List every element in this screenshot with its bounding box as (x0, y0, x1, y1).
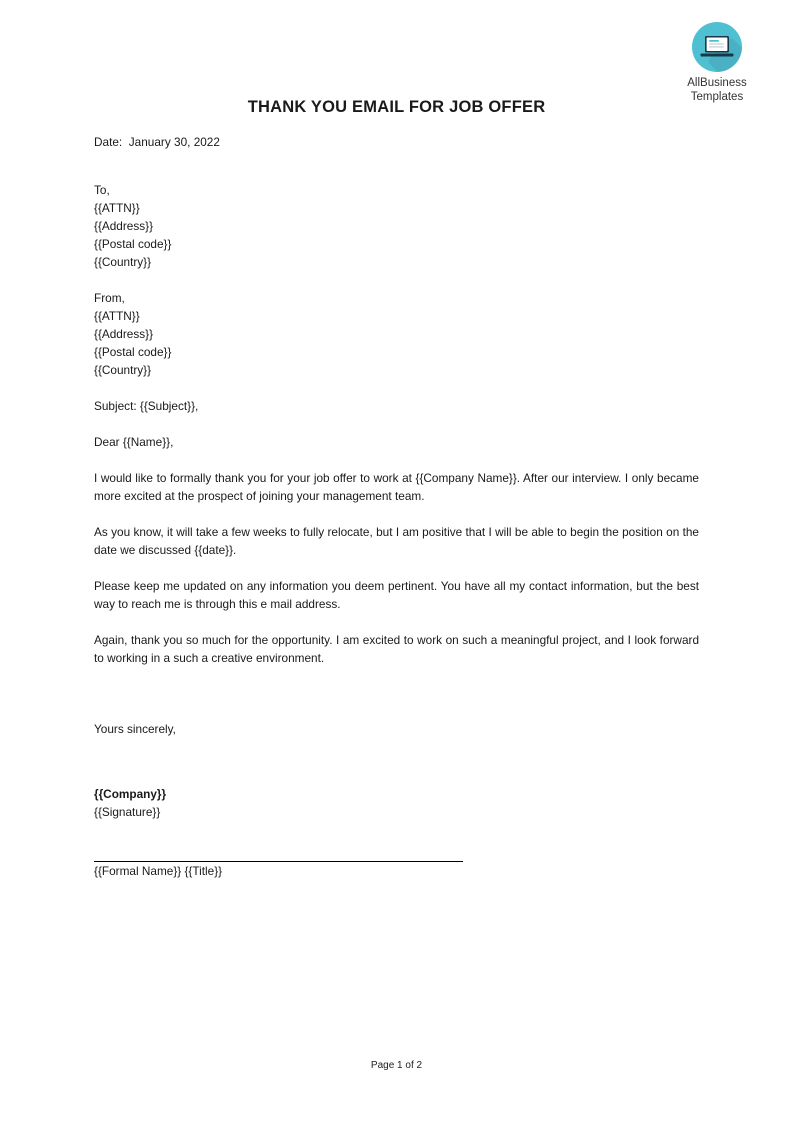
date-label: Date: (94, 135, 123, 149)
closing-salutation: Yours sincerely, (94, 722, 176, 736)
to-postal-code: {{Postal code}} (94, 237, 172, 251)
body-paragraph-4: Again, thank you so much for the opportunity. I am excited to work on such a meaningful project, and I look forward to working in a such a creative environment. (94, 633, 699, 665)
body-paragraph-1: I would like to formally thank you for your job offer to work at {{Company Name}}. After our interview. I only became more excited at the prospect of joining your management team. (94, 471, 699, 503)
body-paragraph-3: Please keep me updated on any information you deem pertinent. You have all my contact information, but the best way to reach me is through this e mail address. (94, 579, 699, 611)
date-value: January 30, 2022 (128, 135, 220, 149)
logo-text-line2: Templates (690, 90, 744, 103)
body-paragraph-2: As you know, it will take a few weeks to fully relocate, but I am positive that I will be able to begin the position on the date we discussed {{date}}. (94, 525, 699, 557)
to-country: {{Country}} (94, 255, 152, 269)
formal-name-title: {{Formal Name}} {{Title}} (94, 864, 223, 878)
laptop-icon (692, 22, 742, 72)
from-address: {{Address}} (94, 327, 154, 341)
salutation: Dear {{Name}}, (94, 435, 174, 449)
subject-line: Subject: {{Subject}}, (94, 399, 199, 413)
from-country: {{Country}} (94, 363, 152, 377)
signature-placeholder: {{Signature}} (94, 805, 161, 819)
to-attn: {{ATTN}} (94, 201, 140, 215)
from-postal-code: {{Postal code}} (94, 345, 172, 359)
recipient-address-block (94, 181, 699, 271)
company-placeholder: {{Company}} (94, 787, 167, 801)
logo-text-line1: AllBusiness (687, 77, 747, 89)
page-title: THANK YOU EMAIL FOR JOB OFFER (247, 98, 546, 116)
to-address: {{Address}} (94, 219, 154, 233)
date-line (94, 133, 699, 151)
to-heading: To, (94, 183, 110, 197)
allbusiness-templates-logo (667, 22, 767, 104)
from-attn: {{ATTN}} (94, 309, 140, 323)
page-indicator: Page 1 of 2 (370, 1060, 423, 1071)
sender-address-block (94, 289, 699, 379)
letter-body (94, 133, 699, 880)
from-heading: From, (94, 291, 125, 305)
